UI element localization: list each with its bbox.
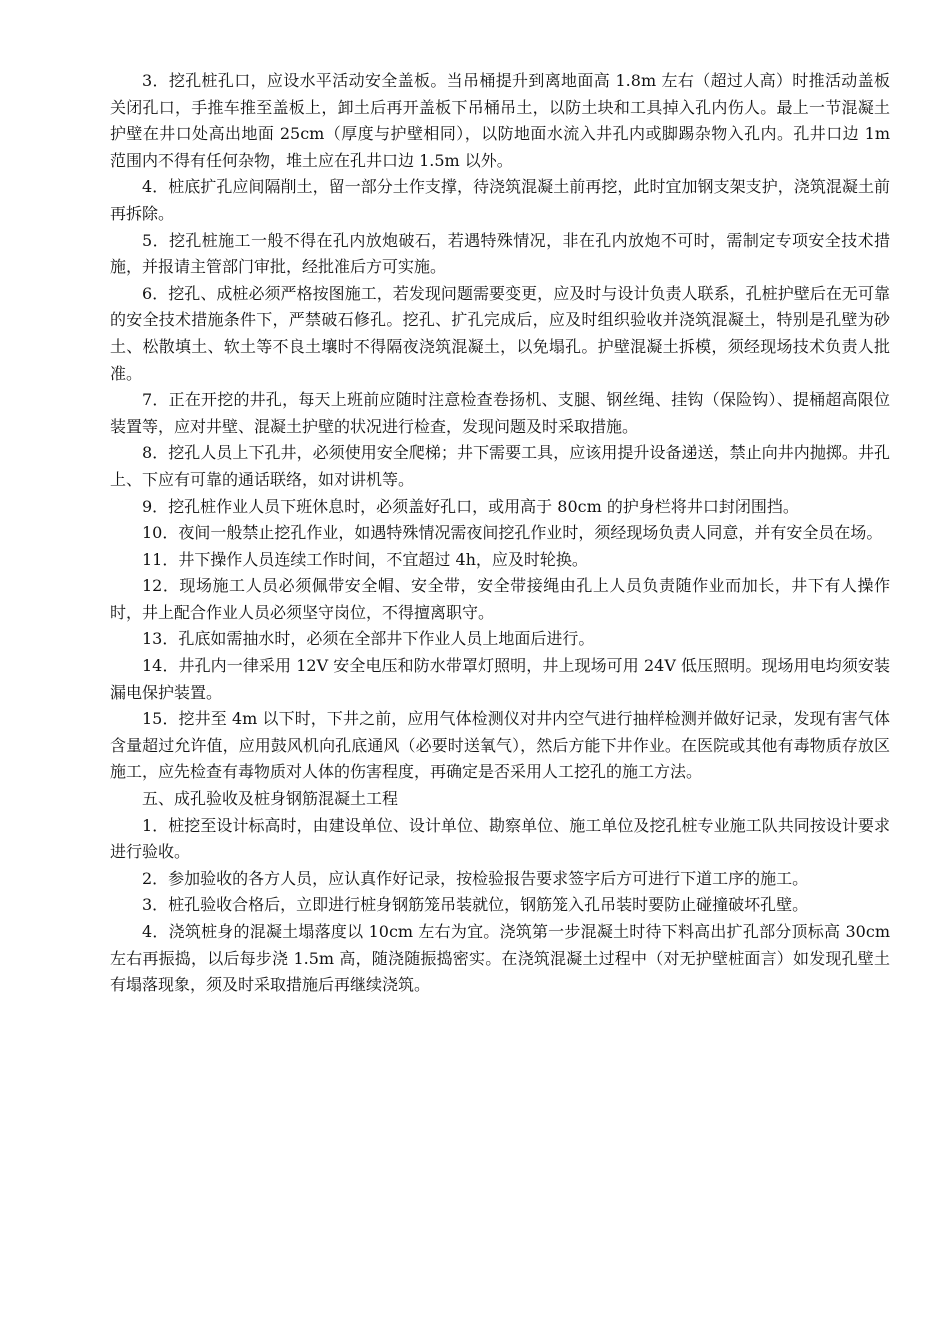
paragraph-item-10: 10．夜间一般禁止挖孔作业，如遇特殊情况需夜间挖孔作业时，须经现场负责人同意，并有安全员在场。 [142, 523, 883, 543]
paragraph-item-15: 15．挖井至 4m 以下时，下井之前，应用气体检测仪对井内空气进行抽样检测并做好记录，发现有害气体含量超过允许值，应用鼓风机向孔底通风（必要时送氧气），然后方能下井作业。在医院或其他有毒物质存放区施工，应先检查有毒物质对人体的伤害程度，再确定是否采用人工挖孔的施工方法。 [110, 709, 890, 782]
paragraph-item-11: 11．井下操作人员连续工作时间，不宜超过 4h，应及时轮换。 [142, 549, 588, 569]
section-heading: 五、成孔验收及桩身钢筋混凝土工程 [142, 789, 399, 809]
section-paragraph-3: 3．桩孔验收合格后，立即进行桩身钢筋笼吊装就位，钢筋笼入孔吊装时要防止碰撞破坏孔壁。 [142, 895, 809, 915]
section-paragraph-4: 4．浇筑桩身的混凝土塌落度以 10cm 左右为宜。浇筑第一步混凝土时待下料高出扩孔部分顶标高 30cm 左右再振捣，以后每步浇 1.5m 高，随浇随振捣密实。在浇筑混凝土过程中（对无护壁桩面言）如发现孔壁土有塌落现象，须及时采取措施后再继续浇筑。 [110, 922, 890, 995]
document-page [110, 68, 890, 999]
paragraph-item-8: 8．挖孔人员上下孔井，必须使用安全爬梯；井下需要工具，应该用提升设备递送，禁止向井内抛掷。井孔上、下应有可靠的通话联络，如对讲机等。 [110, 443, 890, 489]
paragraph-item-14: 14．井孔内一律采用 12V 安全电压和防水带罩灯照明，井上现场可用 24V 低压照明。现场用电均须安装漏电保护装置。 [110, 656, 890, 702]
paragraph-item-4: 4．桩底扩孔应间隔削土，留一部分土作支撑，待浇筑混凝土前再挖，此时宜加钢支架支护，浇筑混凝土前再拆除。 [110, 177, 890, 223]
paragraph-item-3: 3．挖孔桩孔口，应设水平活动安全盖板。当吊桶提升到离地面高 1.8m 左右（超过人高）时推活动盖板关闭孔口，手推车推至盖板上，卸土后再开盖板下吊桶吊土，以防土块和工具掉入孔内伤人。最上一节混凝土护壁在井口处高出地面 25cm（厚度与护壁相同），以防地面水流入井孔内或脚踢杂物入孔内。孔井口边 1m 范围内不得有任何杂物，堆土应在孔井口边 1.5m 以外。 [110, 71, 890, 170]
section-paragraph-2: 2．参加验收的各方人员，应认真作好记录，按检验报告要求签字后方可进行下道工序的施工。 [142, 868, 809, 888]
section-paragraph-1: 1．桩挖至设计标高时，由建设单位、设计单位、勘察单位、施工单位及挖孔桩专业施工队共同按设计要求进行验收。 [110, 815, 890, 862]
paragraph-item-5: 5．挖孔桩施工一般不得在孔内放炮破石，若遇特殊情况，非在孔内放炮不可时，需制定专项安全技术措施，并报请主管部门审批，经批准后方可实施。 [110, 230, 890, 277]
paragraph-item-12: 12．现场施工人员必须佩带安全帽、安全带，安全带接绳由孔上人员负责随作业而加长，井下有人操作时，井上配合作业人员必须坚守岗位，不得擅离职守。 [110, 576, 890, 622]
paragraph-item-7: 7．正在开挖的井孔，每天上班前应随时注意检查卷扬机、支腿、钢丝绳、挂钩（保险钩）、提桶超高限位装置等，应对井壁、混凝土护壁的状况进行检查，发现问题及时采取措施。 [110, 390, 890, 436]
paragraph-item-6: 6．挖孔、成桩必须严格按图施工，若发现问题需要变更，应及时与设计负责人联系，孔桩护壁后在无可靠的安全技术措施条件下，严禁破石修孔。挖孔、扩孔完成后，应及时组织验收并浇筑混凝土，特别是孔壁为砂土、松散填土、软土等不良土壤时不得隔夜浇筑混凝土，以免塌孔。护壁混凝土拆模，须经现场技术负责人批准。 [110, 283, 890, 383]
paragraph-item-13: 13．孔底如需抽水时，必须在全部井下作业人员上地面后进行。 [142, 629, 595, 649]
paragraph-item-9: 9．挖孔桩作业人员下班休息时，必须盖好孔口，或用高于 80cm 的护身栏将井口封闭围挡。 [142, 496, 799, 516]
